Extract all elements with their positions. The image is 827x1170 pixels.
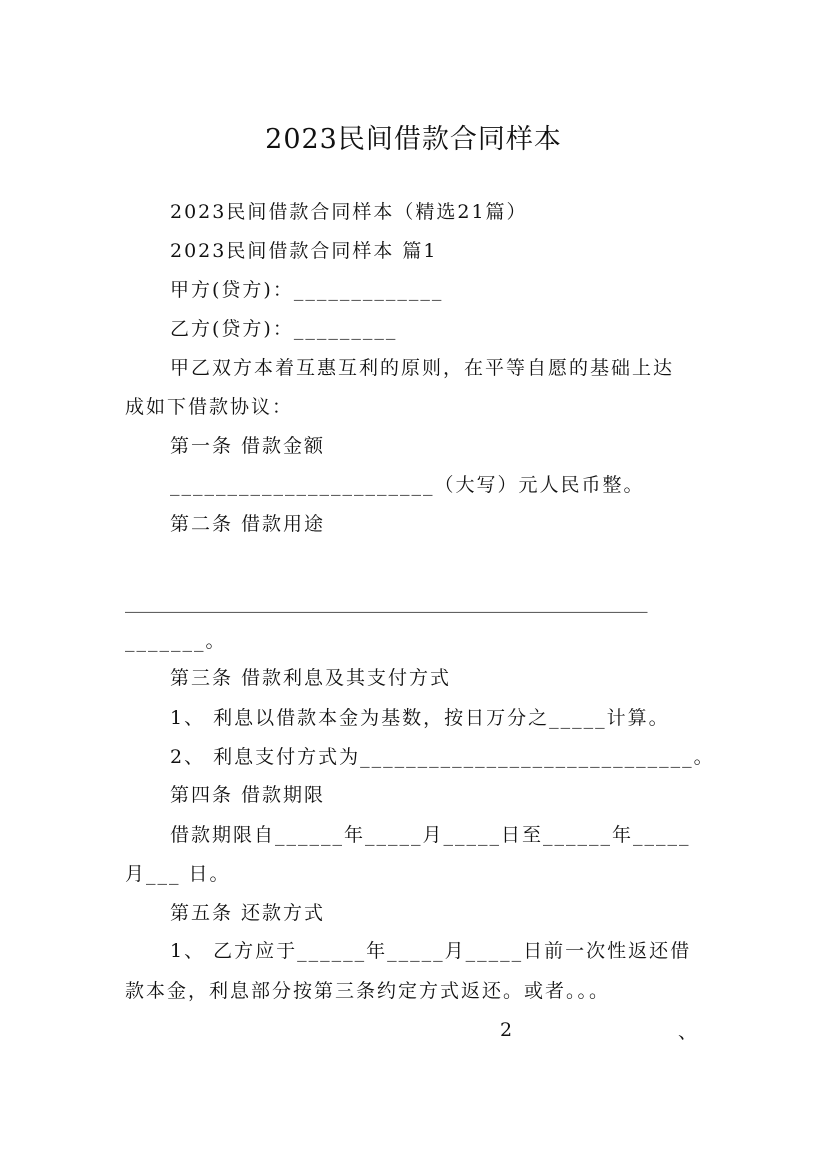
- blank-fill-line: _______________________________________________________: [125, 591, 648, 613]
- clause-body-line: 月___ 日。: [125, 863, 231, 885]
- document-title: 2023民间借款合同样本: [265, 124, 562, 156]
- clause-body-line: 1、 利息以借款本金为基数，按日万分之_____计算。: [170, 707, 670, 729]
- clause-heading: 第三条 借款利息及其支付方式: [170, 667, 452, 689]
- clause-heading: 第一条 借款金额: [170, 435, 326, 457]
- clause-body-line: 1、 乙方应于______年_____月_____日前一次性返还借: [170, 940, 692, 962]
- clause-body-line: 借款期限自______年_____月_____日至______年_____: [170, 824, 691, 846]
- party-b-line: 乙方(贷方)：_________: [170, 318, 398, 340]
- clause-body-line: 2、 利息支付方式为_____________________________。: [170, 746, 715, 768]
- party-a-line: 甲方(贷方)：_____________: [170, 279, 444, 301]
- page-number: 2: [500, 1019, 515, 1041]
- clause-body-line: _______________________（大写）元人民币整。: [170, 474, 645, 496]
- corner-mark: 、: [678, 1021, 700, 1043]
- paragraph-line: 成如下借款协议：: [125, 396, 294, 418]
- section-heading: 2023民间借款合同样本 篇1: [170, 240, 438, 262]
- blank-fill-line: _______。: [125, 630, 227, 652]
- paragraph-line: 甲乙双方本着互惠互利的原则，在平等自愿的基础上达: [170, 357, 675, 379]
- clause-body-line: 款本金，利息部分按第三条约定方式返还。或者。。。: [125, 980, 611, 1002]
- clause-heading: 第二条 借款用途: [170, 513, 326, 535]
- subtitle-line: 2023民间借款合同样本（精选21篇）: [170, 201, 528, 223]
- clause-heading: 第五条 还款方式: [170, 902, 326, 924]
- clause-heading: 第四条 借款期限: [170, 784, 326, 806]
